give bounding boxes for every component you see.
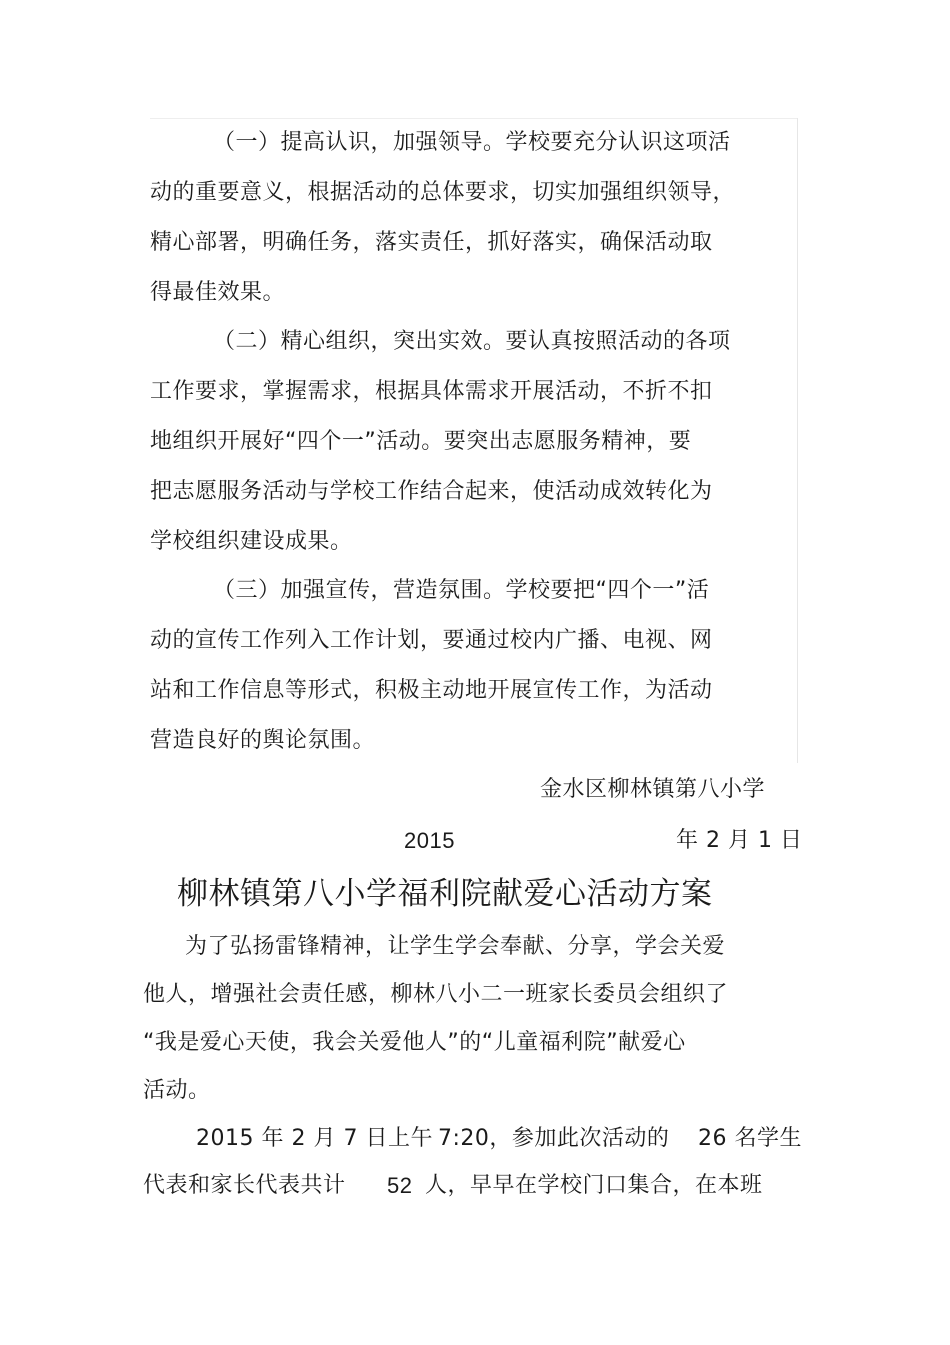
paragraph-3-line-2: 动的宣传工作列入工作计划，要通过校内广播、电视、网 <box>150 628 713 653</box>
signature-school-name: 金水区柳林镇第八小学 <box>540 777 766 802</box>
event-line-1-date: 2015 年 2 月 7 日上午 <box>196 1126 433 1151</box>
event-line-2-count: 52 <box>387 1173 413 1198</box>
intro-line-2: 他人，增强社会责任感，柳林八小二一班家长委员会组织了 <box>143 982 729 1007</box>
paragraph-1-line-4: 得最佳效果。 <box>150 280 286 305</box>
paragraph-2-line-5: 学校组织建设成果。 <box>150 529 353 554</box>
paragraph-3-line-3: 站和工作信息等形式，积极主动地开展宣传工作，为活动 <box>150 678 713 703</box>
signature-date-month-day: 年 2 月 1 日 <box>676 828 803 853</box>
paragraph-3-line-4: 营造良好的舆论氛围。 <box>150 728 376 753</box>
paragraph-1-line-3: 精心部署，明确任务，落实责任，抓好落实，确保活动取 <box>150 230 713 255</box>
paragraph-3-line-1: （三）加强宣传，营造氛围。学校要把“四个一”活 <box>213 578 710 603</box>
signature-date-year: 2015 <box>404 828 455 853</box>
paragraph-2-line-4: 把志愿服务活动与学校工作结合起来，使活动成效转化为 <box>150 479 713 504</box>
intro-line-4: 活动。 <box>143 1078 211 1103</box>
event-line-2-start: 代表和家长代表共计 <box>143 1173 346 1198</box>
paragraph-2-line-2: 工作要求，掌握需求，根据具体需求开展活动，不折不扣 <box>150 379 713 404</box>
event-line-1-time: 7:20，参加此次活动的 <box>438 1126 670 1151</box>
page-frame-right-border <box>797 118 798 763</box>
paragraph-2-line-1: （二）精心组织，突出实效。要认真按照活动的各项 <box>213 329 731 354</box>
event-line-1-students: 26 名学生 <box>698 1126 802 1151</box>
document-title: 柳林镇第八小学福利院献爱心活动方案 <box>177 876 713 912</box>
paragraph-1-line-2: 动的重要意义，根据活动的总体要求，切实加强组织领导， <box>150 180 736 205</box>
page-frame-top-border <box>150 118 798 119</box>
intro-line-1: 为了弘扬雷锋精神，让学生学会奉献、分享，学会关爱 <box>185 934 726 959</box>
intro-line-3: “我是爱心天使，我会关爱他人”的“儿童福利院”献爱心 <box>143 1030 686 1055</box>
paragraph-1-line-1: （一）提高认识，加强领导。学校要充分认识这项活 <box>213 130 731 155</box>
paragraph-2-line-3: 地组织开展好“四个一”活动。要突出志愿服务精神，要 <box>150 429 692 454</box>
event-line-2-end: 人，早早在学校门口集合，在本班 <box>425 1173 763 1198</box>
